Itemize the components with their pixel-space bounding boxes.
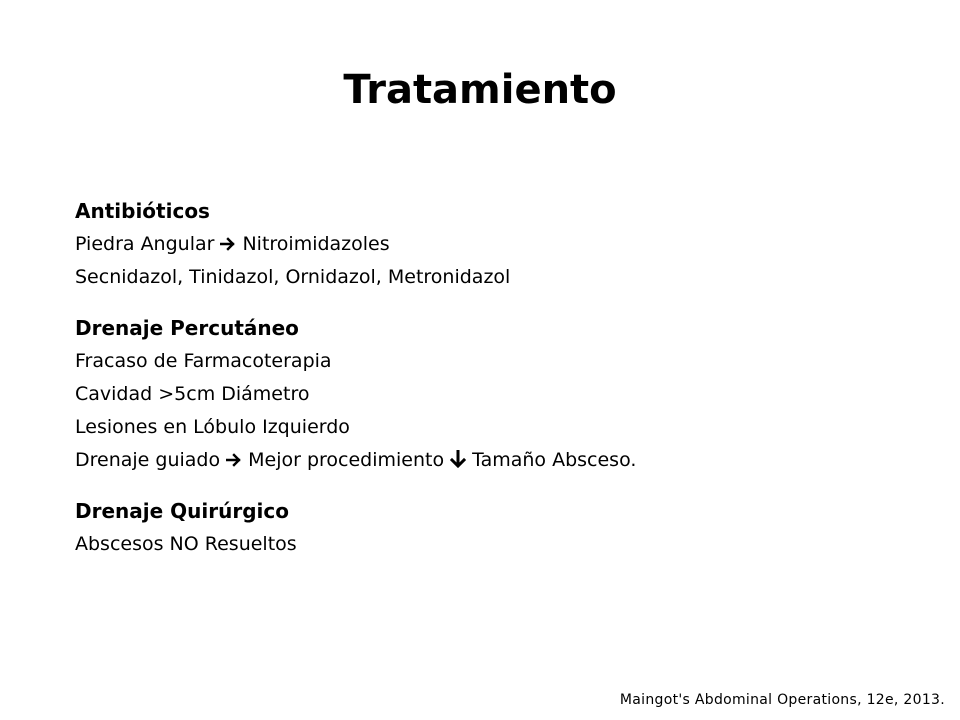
line-text: Piedra Angular bbox=[75, 233, 215, 255]
section-heading: Antibióticos bbox=[75, 199, 210, 223]
line-text: Nitroimidazoles bbox=[242, 233, 390, 255]
arrow-down-icon bbox=[450, 450, 466, 468]
body-line: Fracaso de Farmacoterapia bbox=[75, 350, 332, 372]
arrow-right-icon bbox=[220, 236, 236, 252]
section-drenaje-quirurgico bbox=[75, 495, 895, 561]
line-text: Mejor procedimiento bbox=[248, 449, 445, 471]
body-line bbox=[75, 444, 895, 477]
section-drenaje-percutaneo bbox=[75, 312, 895, 477]
body-line: Lesiones en Lóbulo Izquierdo bbox=[75, 416, 350, 438]
body-line bbox=[75, 228, 895, 261]
section-heading: Drenaje Quirúrgico bbox=[75, 499, 289, 523]
section-heading: Drenaje Percutáneo bbox=[75, 316, 299, 340]
slide-title: Tratamiento bbox=[343, 67, 617, 113]
body-line: Secnidazol, Tinidazol, Ornidazol, Metronidazol bbox=[75, 266, 511, 288]
slide-body bbox=[75, 195, 895, 561]
arrow-right-icon bbox=[226, 452, 242, 468]
body-line: Abscesos NO Resueltos bbox=[75, 533, 297, 555]
section-antibioticos bbox=[75, 195, 895, 294]
body-line: Cavidad >5cm Diámetro bbox=[75, 383, 310, 405]
citation: Maingot's Abdominal Operations, 12e, 2013. bbox=[619, 692, 945, 708]
line-text: Tamaño Absceso. bbox=[472, 449, 637, 471]
line-text: Drenaje guiado bbox=[75, 449, 221, 471]
